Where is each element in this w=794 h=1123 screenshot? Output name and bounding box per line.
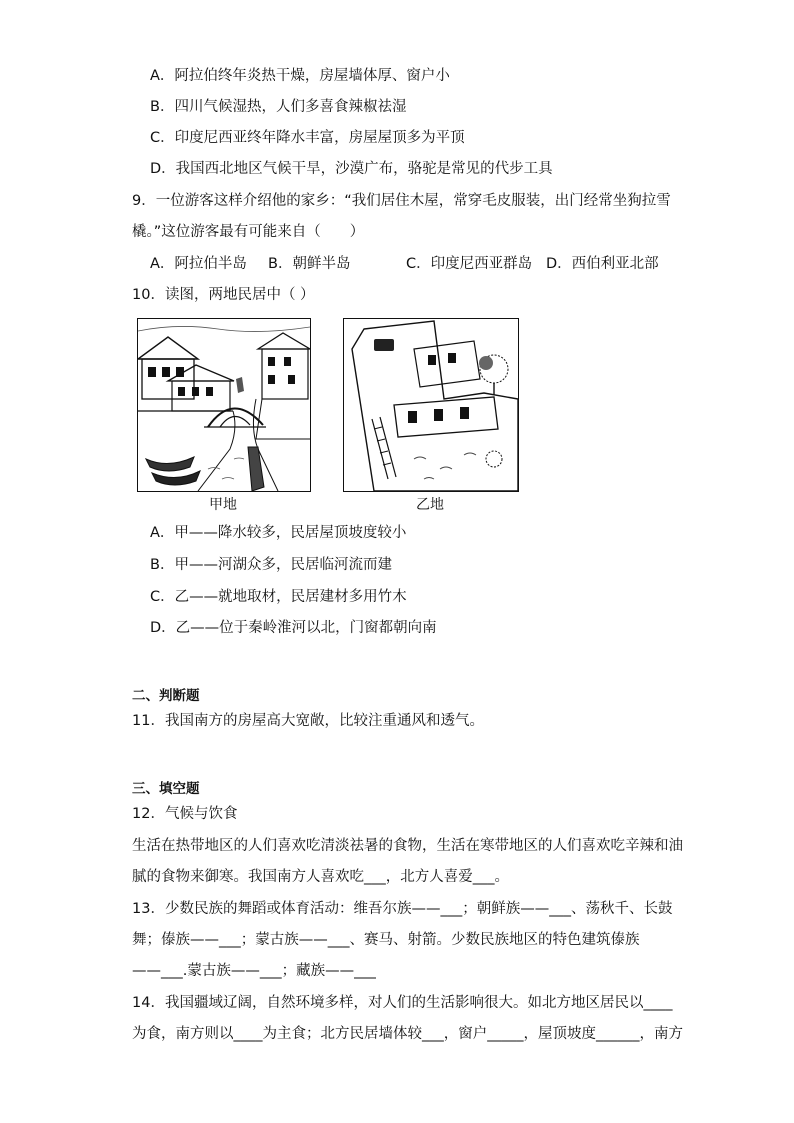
q8-option-d: D．我国西北地区气候干旱，沙漠广布，骆驼是常见的代步工具: [150, 161, 553, 177]
q12-line2: 腻的食物来御寒。我国南方人喜欢吃___，北方人喜爱___。: [132, 869, 509, 885]
q14-line1: 14．我国疆域辽阔，自然环境多样，对人们的生活影响很大。如北方地区居民以____: [132, 995, 673, 1011]
q13-line3: ——___.蒙古族——___；藏族——___: [132, 963, 376, 979]
q9-option-c: C．印度尼西亚群岛: [406, 256, 533, 272]
q11-statement: 11．我国南方的房屋高大宽敞，比较注重通风和透气。: [132, 713, 484, 729]
q9-option-a: A．阿拉伯半岛: [150, 256, 247, 272]
yi-courtyard-illustration: [343, 318, 519, 492]
q14-line2: 为食，南方则以____为主食；北方民居墙体较___，窗户_____，屋顶坡度______，南方: [132, 1026, 683, 1042]
q9-stem-line1: 9．一位游客这样介绍他的家乡：“我们居住木屋，常穿毛皮服装，出门经常坐狗拉雪: [132, 193, 671, 209]
q8-option-a: A．阿拉伯终年炎热干燥，房屋墙体厚、窗户小: [150, 68, 450, 84]
q9-options: [150, 254, 659, 274]
q10-stem: 10．读图，两地民居中（ ）: [132, 287, 315, 303]
q12-title: 12．气候与饮食: [132, 806, 238, 822]
q9-option-b: B．朝鲜半岛: [268, 256, 351, 272]
q10-option-d: D．乙——位于秦岭淮河以北，门窗都朝向南: [150, 620, 437, 636]
jia-caption: 甲地: [209, 497, 237, 513]
q8-option-c: C．印度尼西亚终年降水丰富，房屋屋顶多为平顶: [150, 130, 465, 146]
q10-option-c: C．乙——就地取材，民居建材多用竹木: [150, 589, 407, 605]
q12-line1: 生活在热带地区的人们喜欢吃清淡祛暑的食物，生活在寒带地区的人们喜欢吃辛辣和油: [132, 838, 683, 854]
q9-option-d: D．西伯利亚北部: [546, 256, 659, 272]
q10-option-b: B．甲——河湖众多，民居临河流而建: [150, 557, 392, 573]
yi-caption: 乙地: [416, 497, 444, 513]
jia-water-town-illustration: [137, 318, 311, 492]
section3-title: 三、填空题: [132, 781, 200, 797]
q13-line1: 13．少数民族的舞蹈或体育活动：维吾尔族——___；朝鲜族——___、荡秋千、长鼓: [132, 901, 673, 917]
q10-option-a: A．甲——降水较多，民居屋顶坡度较小: [150, 525, 407, 541]
section2-title: 二、判断题: [132, 688, 200, 704]
q9-stem-line2: 橇。”这位游客最有可能来自（ ）: [132, 224, 365, 240]
q8-option-b: B．四川气候湿热，人们多喜食辣椒祛湿: [150, 99, 407, 115]
q13-line2: 舞；傣族——___；蒙古族——___、赛马、射箭。少数民族地区的特色建筑傣族: [132, 932, 640, 948]
